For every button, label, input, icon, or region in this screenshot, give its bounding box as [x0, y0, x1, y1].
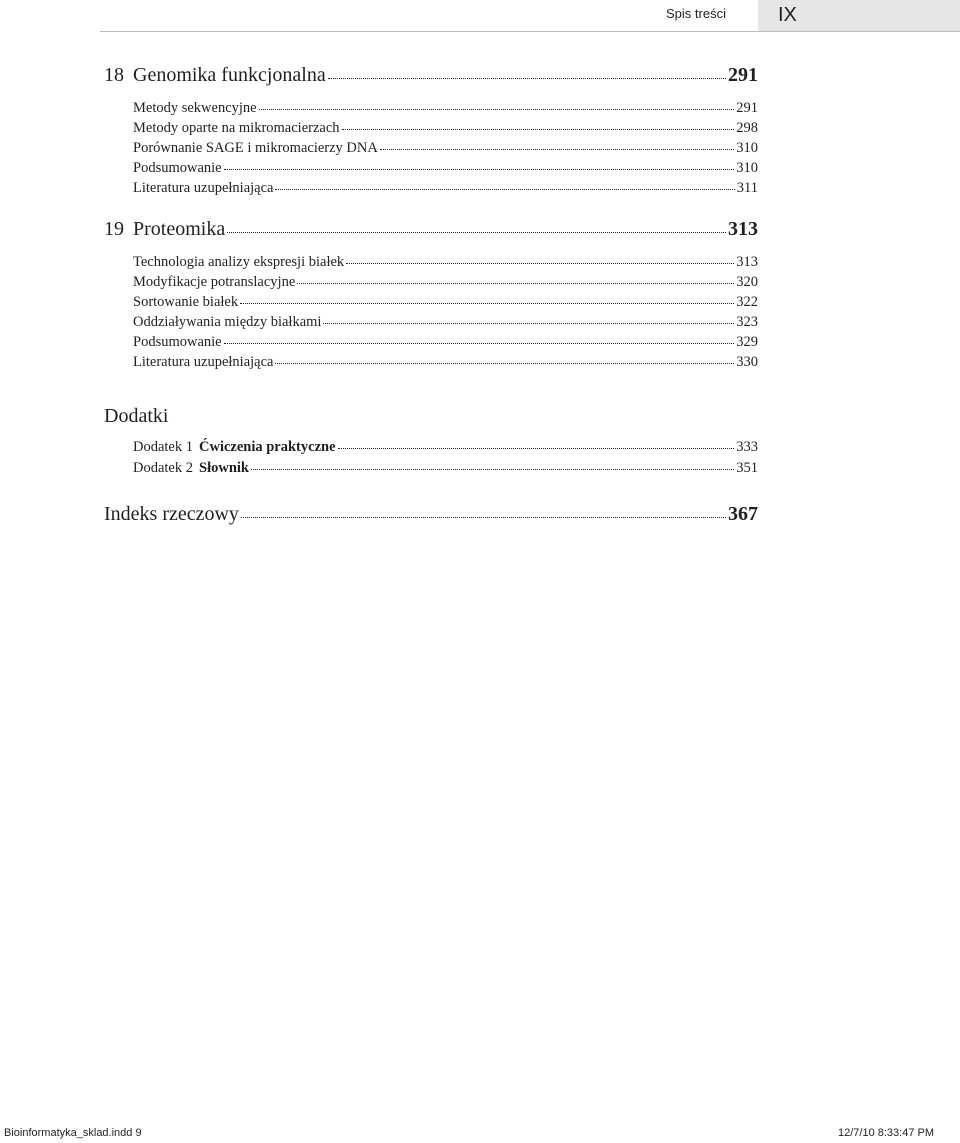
page-number-box — [758, 0, 960, 32]
section-title: Modyfikacje potranslacyjne — [133, 274, 296, 290]
section-page: 310 — [736, 160, 758, 176]
index-page: 367 — [728, 503, 758, 525]
dot-leader — [275, 186, 734, 191]
appendix-title: Słownik — [199, 460, 249, 476]
dot-leader — [346, 260, 734, 265]
section-title: Porównanie SAGE i mikromacierzy DNA — [133, 140, 378, 156]
chapter-title: Proteomika — [133, 218, 226, 240]
section-page: 322 — [736, 294, 758, 310]
section-title: Literatura uzupełniająca — [133, 354, 274, 370]
section-page: 291 — [736, 100, 758, 116]
appendix-title: Ćwiczenia praktyczne — [199, 439, 336, 455]
section-page: 329 — [736, 334, 758, 350]
header-divider — [100, 31, 960, 32]
appendix-prefix: Dodatek 1 — [133, 439, 193, 455]
dot-leader — [224, 340, 735, 345]
chapter-title: Genomika funkcjonalna — [133, 64, 326, 86]
dot-leader — [275, 360, 734, 365]
toc-section[interactable] — [104, 314, 758, 331]
chapter-page: 291 — [728, 64, 758, 86]
dot-leader — [297, 280, 734, 285]
toc-chapter-19[interactable] — [104, 218, 758, 241]
section-page: 330 — [736, 354, 758, 370]
section-page: 320 — [736, 274, 758, 290]
dot-leader — [342, 126, 735, 131]
section-page: 298 — [736, 120, 758, 136]
dot-leader — [241, 512, 726, 518]
running-header-label: Spis treści — [666, 6, 726, 21]
toc-chapter-18[interactable] — [104, 64, 758, 87]
appendix-prefix: Dodatek 2 — [133, 460, 193, 476]
chapter-page: 313 — [728, 218, 758, 240]
section-title: Podsumowanie — [133, 160, 222, 176]
section-page: 310 — [736, 140, 758, 156]
section-title: Metody sekwencyjne — [133, 100, 257, 116]
dot-leader — [338, 445, 735, 450]
toc-section[interactable] — [104, 100, 758, 117]
toc-section[interactable] — [104, 354, 758, 371]
section-title: Sortowanie białek — [133, 294, 239, 310]
dot-leader — [323, 320, 734, 325]
section-title: Literatura uzupełniająca — [133, 180, 274, 196]
chapter-number: 18 — [104, 64, 124, 86]
dot-leader — [251, 466, 734, 471]
footer-timestamp: 12/7/10 8:33:47 PM — [838, 1127, 935, 1139]
toc-index-entry[interactable] — [104, 503, 758, 526]
section-title: Metody oparte na mikromacierzach — [133, 120, 340, 136]
dot-leader — [240, 300, 734, 305]
toc-appendix-2[interactable] — [104, 460, 758, 477]
page-number-roman: IX — [778, 4, 797, 26]
toc-section[interactable] — [104, 294, 758, 311]
index-title: Indeks rzeczowy — [104, 503, 239, 525]
toc-section[interactable] — [104, 120, 758, 137]
toc-section[interactable] — [104, 160, 758, 177]
dot-leader — [328, 73, 726, 79]
dot-leader — [227, 227, 726, 233]
appendices-heading: Dodatki — [104, 405, 169, 427]
section-title: Podsumowanie — [133, 334, 222, 350]
dot-leader — [380, 146, 734, 151]
appendix-page: 333 — [736, 439, 758, 455]
dot-leader — [224, 166, 735, 171]
dot-leader — [259, 106, 735, 111]
toc-appendix-1[interactable] — [104, 439, 758, 456]
section-page: 313 — [736, 254, 758, 270]
section-page: 323 — [736, 314, 758, 330]
toc-section[interactable] — [104, 334, 758, 351]
toc-section[interactable] — [104, 274, 758, 291]
toc-section[interactable] — [104, 254, 758, 271]
chapter-number: 19 — [104, 218, 124, 240]
toc-section[interactable] — [104, 140, 758, 157]
section-title: Technologia analizy ekspresji białek — [133, 254, 345, 270]
footer-file-name: Bioinformatyka_sklad.indd 9 — [4, 1127, 142, 1139]
section-page: 311 — [736, 180, 758, 196]
appendix-page: 351 — [736, 460, 758, 476]
section-title: Oddziaływania między białkami — [133, 314, 322, 330]
toc-section[interactable] — [104, 180, 758, 197]
